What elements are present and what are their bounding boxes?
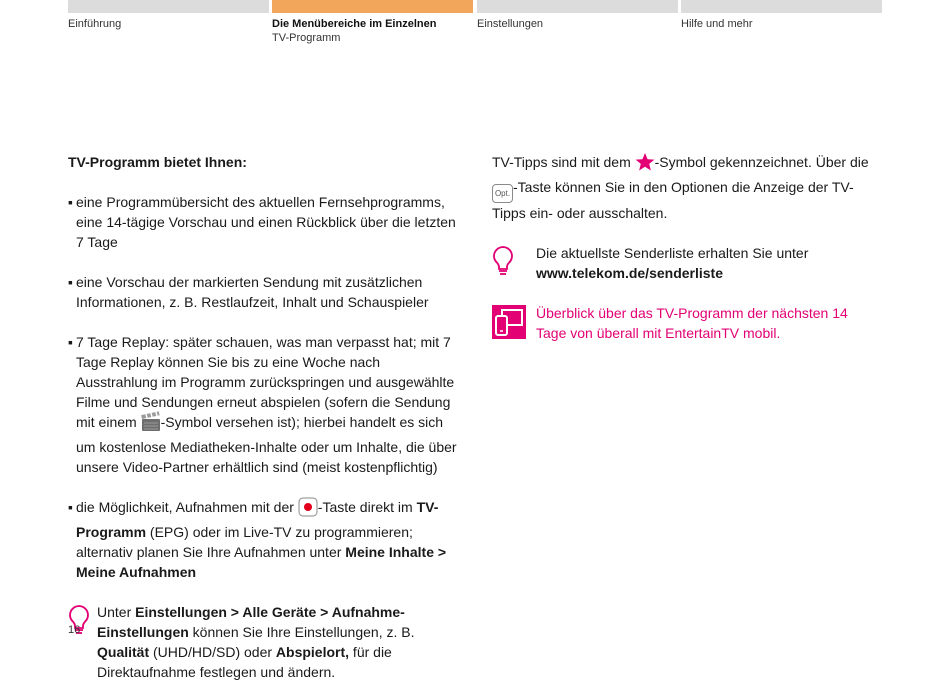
tip-text: können Sie Ihre Einstellungen, z. B. (188, 624, 415, 640)
left-column (68, 152, 463, 682)
bold-term: Meine Inhalte > Meine Aufnahmen (76, 544, 447, 580)
bold-term: TV-Programm (76, 499, 439, 540)
mobile-info-text: Überblick über das TV-Programm der nächsten 14 Tage von überall mit EntertainTV mobil. (536, 305, 848, 341)
list-item-text: eine Programmübersicht des aktuellen Fernsehprogramms, eine 14-tägige Vorschau und einen Rückblick über die letzten 7 Tage (76, 194, 456, 250)
paragraph-text: -Taste können Sie in den Optionen die Anzeige der TV-Tipps ein- oder ausschalten. (492, 179, 854, 221)
tab-bar (68, 0, 269, 13)
bold-term: Abspielort, (275, 644, 350, 660)
chapter-tabs (68, 0, 882, 46)
tab-bar (681, 0, 882, 13)
bullet-dot: ▪ (68, 274, 73, 290)
tab-hilfe[interactable] (681, 0, 882, 31)
list-item-text: eine Vorschau der markierten Sendung mit zusätzlichen Informationen, z. B. Restlaufzeit, Inhalt und Schauspieler (76, 274, 429, 310)
tip-text: (UHD/HD/SD) oder (149, 644, 276, 660)
section-heading: TV-Programm bietet Ihnen: (68, 154, 247, 170)
star-icon (635, 152, 655, 177)
bullet-dot: ▪ (68, 499, 73, 515)
bullet-dot: ▪ (68, 334, 73, 350)
record-button-icon (298, 497, 318, 522)
tab-label: Einstellungen (477, 18, 544, 30)
list-item-text: -Symbol versehen ist); hierbei handelt es sich um kostenlose Mediatheken-Inhalte oder um Inhalte, die über unsere Video-Partner erhältlich sind (meist kostenpflichtig) (76, 414, 457, 475)
list-item (68, 332, 463, 477)
tv-and-mobile-icon (492, 305, 526, 344)
clapperboard-icon (141, 412, 161, 437)
list-item-text: -Taste direkt im (317, 499, 417, 515)
tv-tips-paragraph (492, 152, 872, 223)
tab-menuebereiche[interactable] (272, 0, 473, 45)
tab-label: Hilfe und mehr (681, 18, 753, 30)
mobile-info-box (492, 303, 872, 343)
opt-key-label: Opt. (494, 189, 511, 198)
tab-label: Die Menübereiche im Einzelnen (272, 18, 437, 30)
bullet-dot: ▪ (68, 194, 73, 210)
tab-label: Einführung (68, 18, 122, 30)
tip-text: Die aktuellste Senderliste erhalten Sie unter (536, 245, 809, 261)
tip-text: Unter (97, 604, 136, 620)
list-item (68, 192, 463, 252)
list-item (68, 497, 463, 582)
list-item-text: 7 Tage Replay: später schauen, was man verpasst hat; mit 7 Tage Replay können Sie bis zu eine Woche nach Ausstrahlung im Programm zurückspringen und ausgewählte Filme und Sendungen erneut abspielen (sofern die Sendung mit einem (76, 334, 455, 430)
page-number: 16 (68, 624, 81, 636)
list-item-text: (EPG) oder im Live-TV zu programmieren; alternativ planen Sie Ihre Aufnahmen unter (76, 524, 413, 560)
list-item (68, 272, 463, 312)
tab-einfuehrung[interactable] (68, 0, 269, 31)
tip-box (68, 602, 463, 682)
tab-bar (272, 0, 473, 13)
bold-term: Qualität (97, 644, 150, 660)
tip-box (492, 243, 872, 283)
tab-bar (477, 0, 678, 13)
bold-term: Einstellungen > Alle Geräte > Aufnahme-Einstellungen (97, 604, 405, 640)
paragraph-text: TV-Tipps sind mit dem (492, 154, 635, 170)
tab-sublabel: TV-Programm (272, 32, 341, 44)
paragraph-text: -Symbol gekennzeichnet. Über die (654, 154, 869, 170)
opt-key-icon (492, 184, 513, 203)
lightbulb-icon (492, 245, 514, 282)
list-item-text: die Möglichkeit, Aufnahmen mit der (76, 499, 298, 515)
tip-text: für die Direktaufnahme festlegen und ändern. (97, 644, 392, 680)
tab-einstellungen[interactable] (477, 0, 678, 31)
senderliste-link[interactable]: www.telekom.de/senderliste (536, 265, 723, 281)
right-column (492, 152, 872, 343)
